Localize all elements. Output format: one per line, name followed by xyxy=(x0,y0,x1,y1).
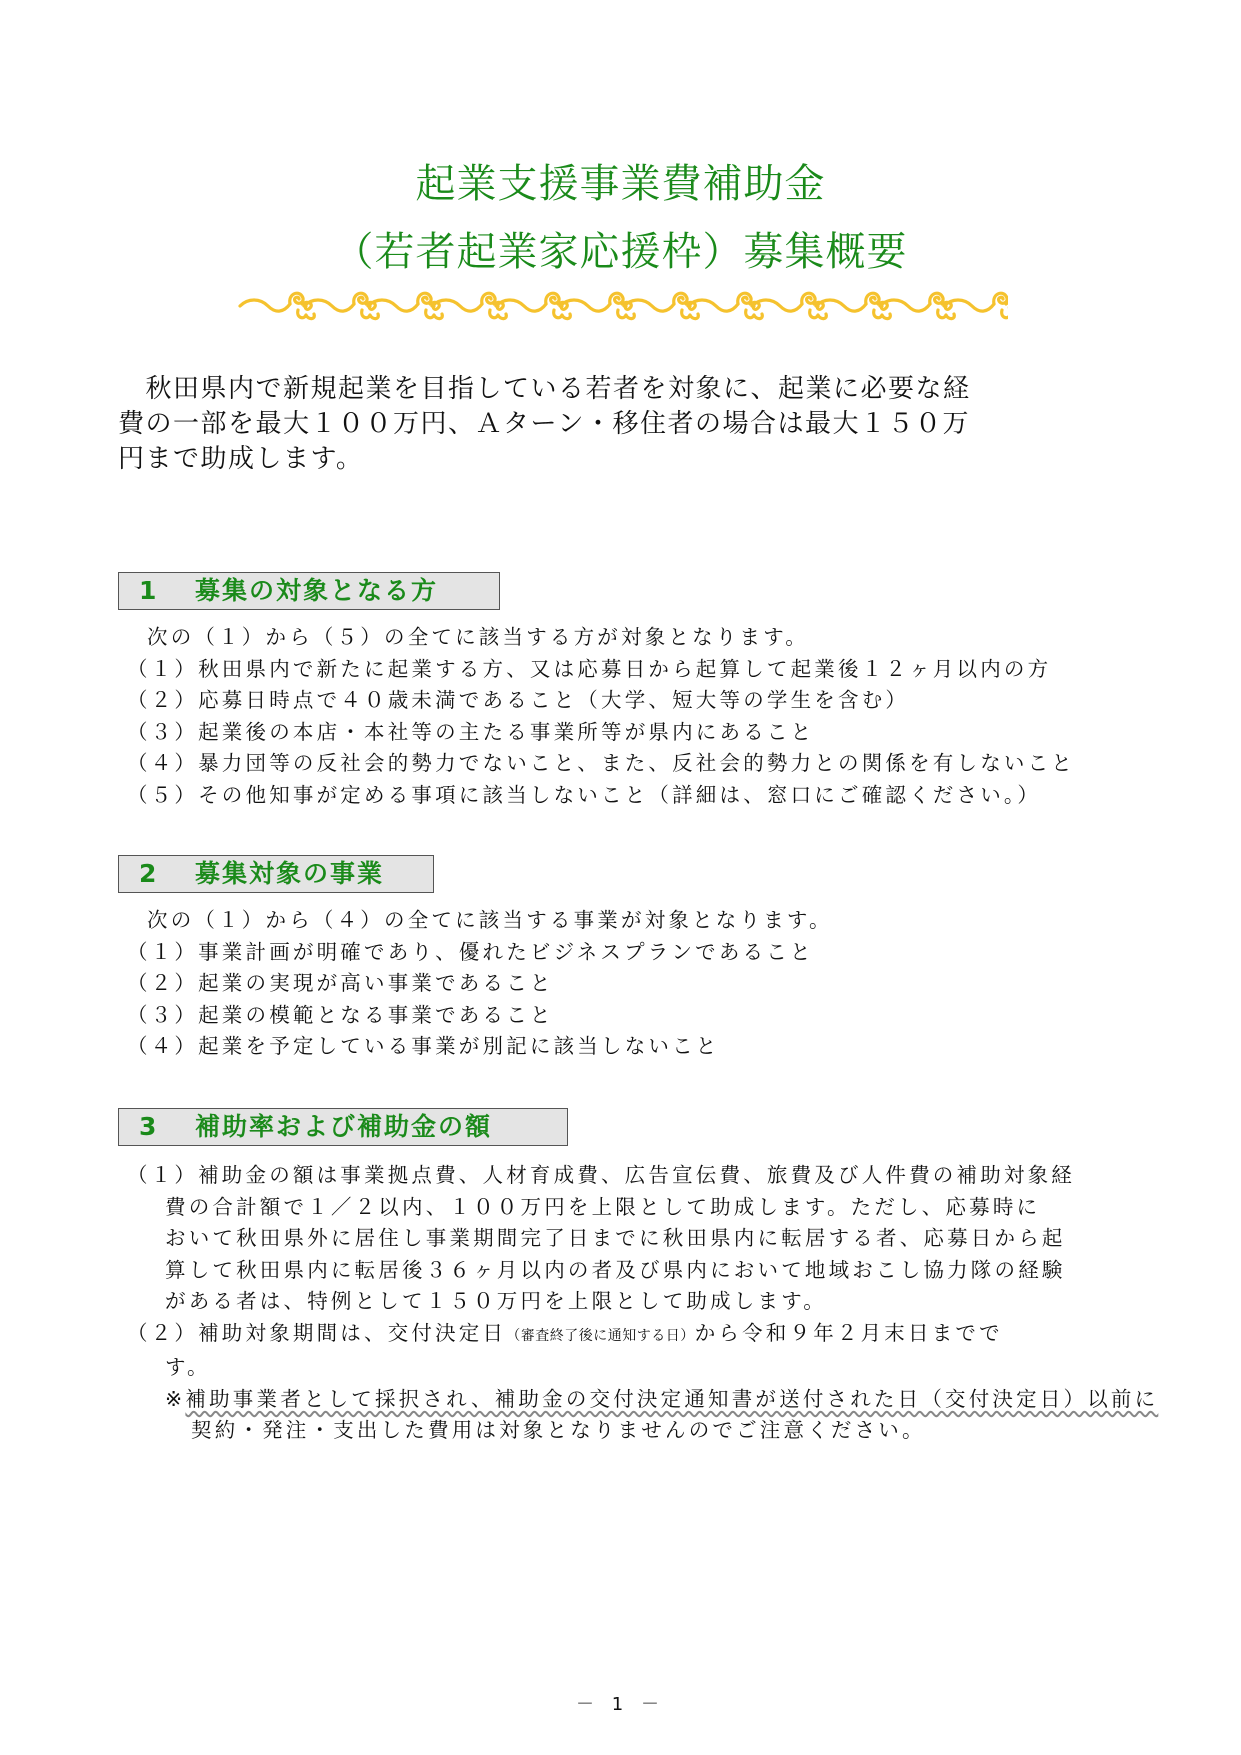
period-text: （２）補助対象期間は、交付決定日 xyxy=(127,1320,507,1345)
intro-paragraph xyxy=(118,372,1128,477)
list-item: （５）その他知事が定める事項に該当しないこと（詳細は、窓口にご確認ください。） xyxy=(127,782,1042,807)
section-title: 募集対象の事業 xyxy=(195,859,385,888)
caution-note-text: 補助事業者として採択され、補助金の交付決定通知書が送付された日（交付決定日）以前に xyxy=(185,1386,1159,1411)
caution-note xyxy=(127,1384,1158,1416)
list-item-continuation: 算して秋田県内に転居後３６ヶ月以内の者及び県内において地域おこし協力隊の経験 xyxy=(165,1257,1066,1282)
list-item: （４）暴力団等の反社会的勢力でないこと、また、反社会的勢力との関係を有しないこと xyxy=(127,751,1075,775)
list-item-continuation: す。 xyxy=(165,1355,211,1379)
section-heading-2 xyxy=(118,855,434,893)
section-title: 募集の対象となる方 xyxy=(195,576,439,605)
section-3-body xyxy=(127,1160,1158,1447)
period-text-end: から令和９年２月末日までで xyxy=(694,1320,1003,1345)
list-item-continuation: がある者は、特例として１５０万円を上限として助成します。 xyxy=(165,1289,827,1313)
section-number: 1 xyxy=(139,576,159,605)
section-lead: 次の（１）から（４）の全てに該当する事業が対象となります。 xyxy=(147,908,833,932)
intro-line: 秋田県内で新規起業を目指している若者を対象に、起業に必要な経 xyxy=(118,374,971,404)
intro-line: 費の一部を最大１００万円、Ａターン・移住者の場合は最大１５０万 xyxy=(118,409,970,439)
list-item: （２）応募日時点で４０歳未満であること（大学、短大等の学生を含む） xyxy=(127,688,910,712)
intro-line: 円まで助成します。 xyxy=(118,444,364,474)
section-lead: 次の（１）から（５）の全てに該当する方が対象となります。 xyxy=(147,625,809,649)
period-note: （審査終了後に通知する日） xyxy=(506,1327,695,1344)
decorative-swirl-border-icon xyxy=(238,286,1008,322)
list-item: （１）秋田県内で新たに起業する方、又は応募日から起算して起業後１２ヶ月以内の方 xyxy=(127,656,1052,681)
caution-note-text: 契約・発注・支出した費用は対象となりませんのでご注意ください。 xyxy=(191,1418,926,1442)
list-item-continuation: 費の合計額で１／２以内、１００万円を上限として助成します。ただし、応募時に xyxy=(165,1194,1041,1219)
list-item: （４）起業を予定している事業が別記に該当しないこと xyxy=(127,1034,720,1058)
list-item: （１）補助金の額は事業拠点費、人材育成費、広告宣伝費、旅費及び人件費の補助対象経 xyxy=(127,1163,1075,1187)
list-item: （２）起業の実現が高い事業であること xyxy=(127,971,554,995)
document-title-line1: 起業支援事業費補助金 xyxy=(415,161,826,207)
section-heading-1 xyxy=(118,572,500,610)
list-item xyxy=(127,1318,1158,1353)
list-item: （３）起業の模範となる事業であること xyxy=(127,1002,554,1027)
section-number: 3 xyxy=(139,1112,159,1141)
document-title-line2: （若者起業家応援枠）募集概要 xyxy=(333,229,908,275)
reference-mark: ※ xyxy=(165,1386,186,1411)
list-item: （３）起業後の本店・本社等の主たる事業所等が県内にあること xyxy=(127,719,815,744)
section-1-body xyxy=(127,622,1075,811)
list-item-continuation: おいて秋田県外に居住し事業期間完了日までに秋田県内に転居する者、応募日から起 xyxy=(165,1226,1066,1250)
section-title: 補助率および補助金の額 xyxy=(195,1112,493,1141)
page-number: － 1 － xyxy=(576,1694,665,1715)
list-item: （１）事業計画が明確であり、優れたビジネスプランであること xyxy=(127,939,814,964)
section-heading-3 xyxy=(118,1108,568,1146)
section-number: 2 xyxy=(139,859,159,888)
caution-note-continuation xyxy=(127,1415,1158,1447)
section-2-body xyxy=(127,905,833,1063)
